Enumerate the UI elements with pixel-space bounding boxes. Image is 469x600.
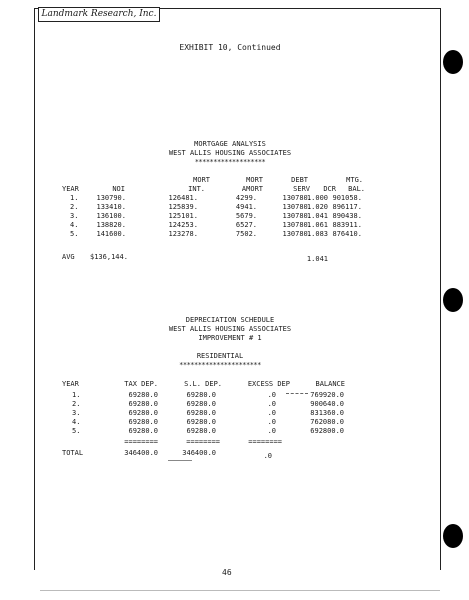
mortgage-cell-bal: 901058.	[332, 194, 362, 202]
mortgage-title: MORTGAGE ANALYSIS	[194, 140, 266, 148]
mortgage-header-top-serv: DEBT	[291, 176, 308, 184]
mortgage-header-noi: NOI	[112, 185, 125, 193]
separator-sl: ========	[186, 438, 220, 446]
mortgage-cell-amort: 4941.	[235, 203, 257, 211]
separator-tax: ========	[124, 438, 158, 446]
mortgage-header-year: YEAR	[62, 185, 79, 193]
mortgage-cell-noi: 141600.	[96, 230, 126, 238]
page-number: 46	[222, 568, 232, 577]
depreciation-cell-balance: 692800.0	[310, 427, 344, 435]
mortgage-subtitle: WEST ALLIS HOUSING ASSOCIATES	[168, 149, 292, 157]
mortgage-cell-bal: 896117.	[332, 203, 362, 211]
depreciation-cell-tax: 69280.0	[128, 409, 158, 417]
depreciation-cell-tax: 69280.0	[128, 400, 158, 408]
footer-rule	[40, 590, 440, 591]
separator-excess: ========	[248, 438, 282, 446]
mortgage-cell-int: 126481.	[168, 194, 198, 202]
mortgage-cell-noi: 130790.	[96, 194, 126, 202]
depreciation-cell-excess: .0	[267, 409, 276, 417]
depreciation-title: DEPRECIATION SCHEDULE	[185, 316, 275, 324]
mortgage-cell-year: 4.	[70, 221, 79, 229]
mortgage-cell-amort: 5679.	[235, 212, 257, 220]
exhibit-header: EXHIBIT 10, Continued	[179, 43, 281, 52]
depreciation-total-tax: 346400.0	[124, 449, 158, 457]
mortgage-cell-serv: 130780.	[282, 203, 312, 211]
company-logo: Landmark Research, Inc.	[38, 7, 160, 22]
depreciation-header-tax: TAX DEP.	[124, 380, 158, 388]
depreciation-cell-excess: .0	[267, 391, 276, 399]
depreciation-cell-balance: 900640.0	[310, 400, 344, 408]
mortgage-cell-amort: 4299.	[235, 194, 257, 202]
depreciation-cell-tax: 69280.0	[128, 427, 158, 435]
depreciation-cell-tax: 69280.0	[128, 391, 158, 399]
mortgage-cell-year: 5.	[70, 230, 79, 238]
mortgage-cell-dcr: 1.061	[306, 221, 328, 229]
mortgage-header-int: INT.	[188, 185, 205, 193]
mortgage-cell-int: 123278.	[168, 230, 198, 238]
depreciation-cell-sl: 69280.0	[186, 418, 216, 426]
depreciation-subtitle: WEST ALLIS HOUSING ASSOCIATES	[168, 325, 292, 333]
mortgage-avg-noi: $136,144.	[90, 253, 128, 261]
depreciation-cell-balance: 831360.0	[310, 409, 344, 417]
depreciation-cell-tax: 69280.0	[128, 418, 158, 426]
depreciation-section: RESIDENTIAL	[196, 352, 244, 360]
depreciation-stars: **********************	[179, 361, 261, 369]
mortgage-cell-bal: 890438.	[332, 212, 362, 220]
depreciation-cell-excess: .0	[267, 418, 276, 426]
punch-hole-top	[443, 50, 463, 74]
mortgage-cell-dcr: 1.041	[306, 212, 328, 220]
mortgage-cell-bal: 883911.	[332, 221, 362, 229]
mortgage-cell-amort: 7502.	[235, 230, 257, 238]
page-border-right	[440, 8, 441, 570]
mortgage-cell-noi: 138820.	[96, 221, 126, 229]
depreciation-cell-year: 2.	[72, 400, 81, 408]
mortgage-header-bal: BAL.	[348, 185, 365, 193]
mortgage-header-top-bal: MTG.	[346, 176, 363, 184]
depreciation-cell-sl: 69280.0	[186, 427, 216, 435]
mortgage-header-top-int: MORT	[193, 176, 210, 184]
mortgage-cell-year: 3.	[70, 212, 79, 220]
mortgage-cell-year: 1.	[70, 194, 79, 202]
mortgage-header-serv: SERV	[293, 185, 310, 193]
punch-hole-middle	[443, 288, 463, 312]
mortgage-avg-dcr: 1.041	[306, 255, 328, 263]
mortgage-cell-dcr: 1.000	[306, 194, 328, 202]
depreciation-cell-excess: .0	[267, 427, 276, 435]
mortgage-header-dcr: DCR	[323, 185, 336, 193]
depreciation-header-excess: EXCESS DEP	[247, 380, 290, 388]
mortgage-cell-serv: 130780.	[282, 230, 312, 238]
mortgage-cell-int: 124253.	[168, 221, 198, 229]
depreciation-cell-balance: 762080.0	[310, 418, 344, 426]
depreciation-cell-sl: 69280.0	[186, 400, 216, 408]
depreciation-total-sl: 346400.0	[182, 449, 216, 457]
mortgage-stars: *******************	[194, 158, 266, 166]
mortgage-cell-int: 125839.	[168, 203, 198, 211]
mortgage-avg-label: AVG	[62, 253, 75, 261]
mortgage-cell-serv: 130780.	[282, 212, 312, 220]
scribble-mark	[168, 460, 192, 461]
depreciation-header-sl: S.L. DEP.	[184, 380, 222, 388]
depreciation-cell-balance: 769920.0	[310, 391, 344, 399]
mortgage-cell-dcr: 1.083	[306, 230, 328, 238]
depreciation-total-excess: .0	[263, 452, 272, 460]
depreciation-improvement: IMPROVEMENT # 1	[198, 334, 262, 342]
mortgage-cell-year: 2.	[70, 203, 79, 211]
mortgage-cell-noi: 136100.	[96, 212, 126, 220]
depreciation-cell-year: 5.	[72, 427, 81, 435]
punch-hole-bottom	[443, 524, 463, 548]
mortgage-cell-amort: 6527.	[235, 221, 257, 229]
mortgage-cell-dcr: 1.020	[306, 203, 328, 211]
mortgage-cell-serv: 130780.	[282, 194, 312, 202]
page-border-left	[34, 8, 35, 570]
mortgage-cell-int: 125101.	[168, 212, 198, 220]
depreciation-cell-year: 1.	[72, 391, 81, 399]
mortgage-cell-serv: 130780.	[282, 221, 312, 229]
depreciation-cell-sl: 69280.0	[186, 409, 216, 417]
depreciation-header-balance: BALANCE	[315, 380, 345, 388]
mortgage-cell-noi: 133410.	[96, 203, 126, 211]
mortgage-header-top-amort: MORT	[246, 176, 263, 184]
depreciation-cell-excess: .0	[267, 400, 276, 408]
depreciation-header-year: YEAR	[62, 380, 79, 388]
mortgage-cell-bal: 876410.	[332, 230, 362, 238]
depreciation-cell-year: 4.	[72, 418, 81, 426]
mortgage-header-amort: AMORT	[241, 185, 263, 193]
depreciation-cell-year: 3.	[72, 409, 81, 417]
depreciation-total-label: TOTAL	[62, 449, 84, 457]
depreciation-cell-sl: 69280.0	[186, 391, 216, 399]
